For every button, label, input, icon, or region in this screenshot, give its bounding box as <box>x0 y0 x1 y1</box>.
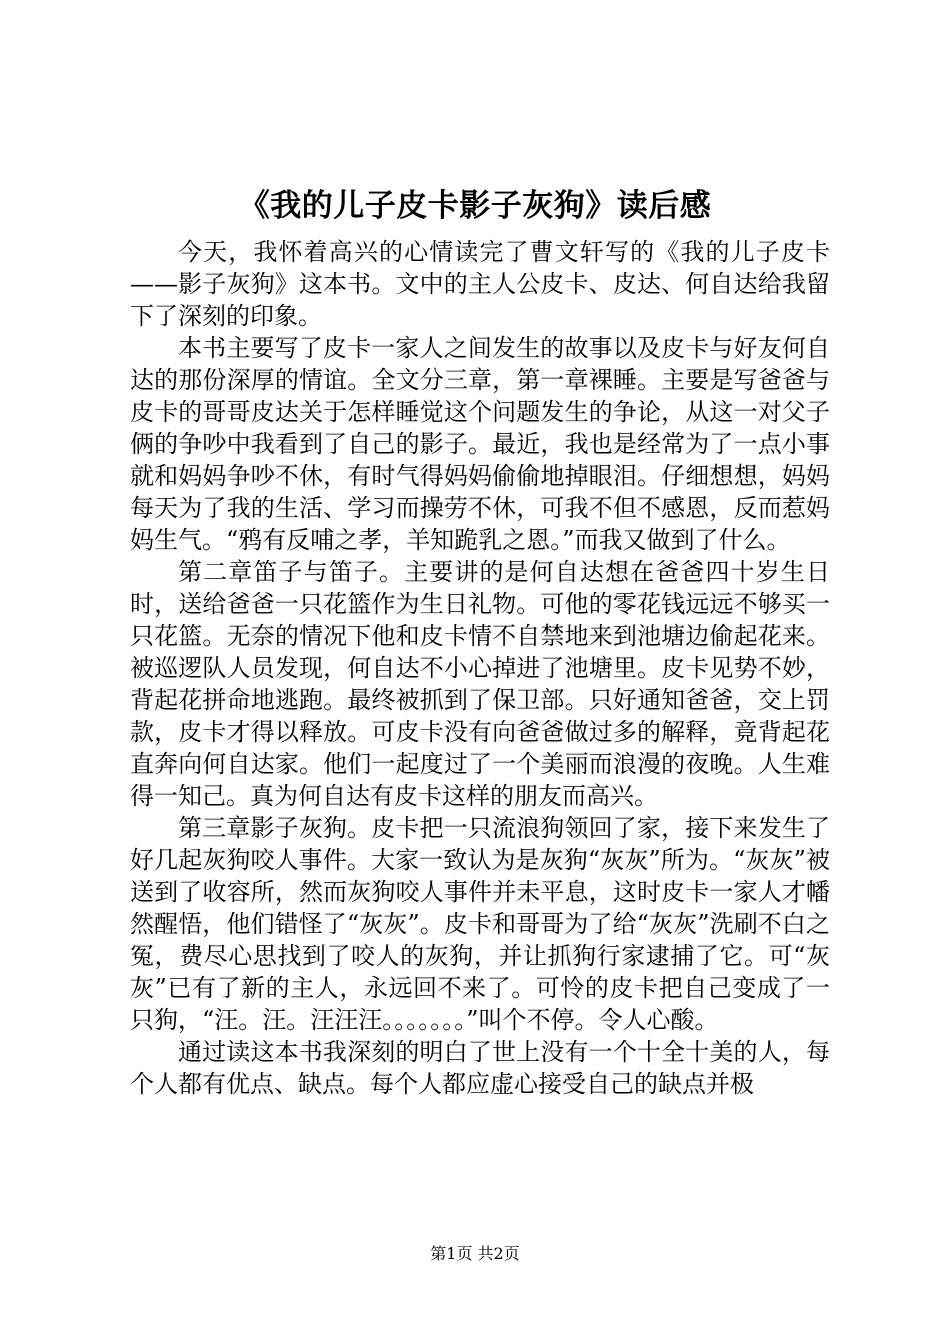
paragraph-chapter-two: 第二章笛子与笛子。主要讲的是何自达想在爸爸四十岁生日时，送给爸爸一只花篮作为生日礼物。可他的零花钱远远不够买一只花篮。无奈的情况下他和皮卡情不自禁地来到池塘边偷起花来。被巡逻队人员发现，何自达不小心掉进了池塘里。皮卡见势不妙，背起花拼命地逃跑。最终被抓到了保卫部。只好通知爸爸，交上罚款，皮卡才得以释放。可皮卡没有向爸爸做过多的解释，竟背起花直奔向何自达家。他们一起度过了一个美丽而浪漫的夜晚。人生难得一知己。真为何自达有皮卡这样的朋友而高兴。 <box>130 558 830 810</box>
paragraph-chapter-one: 本书主要写了皮卡一家人之间发生的故事以及皮卡与好友何自达的那份深厚的情谊。全文分三章，第一章裸睡。主要是写爸爸与皮卡的哥哥皮达关于怎样睡觉这个问题发生的争论，从这一对父子俩的争吵中我看到了自己的影子。最近，我也是经常为了一点小事就和妈妈争吵不休，有时气得妈妈偷偷地掉眼泪。仔细想想，妈妈每天为了我的生活、学习而操劳不休，可我不但不感恩，反而惹妈妈生气。“鸦有反哺之孝，羊知跪乳之恩。”而我又做到了什么。 <box>130 334 830 554</box>
document-body <box>130 236 830 1100</box>
page-footer: 第1页 共2页 <box>430 1244 520 1263</box>
paragraph-conclusion: 通过读这本书我深刻的明白了世上没有一个十全十美的人，每个人都有优点、缺点。每个人都应虚心接受自己的缺点并极 <box>130 1038 830 1098</box>
paragraph-chapter-three: 第三章影子灰狗。皮卡把一只流浪狗领回了家，接下来发生了好几起灰狗咬人事件。大家一致认为是灰狗“灰灰”所为。“灰灰”被送到了收容所，然而灰狗咬人事件并未平息，这时皮卡一家人才幡然醒悟，他们错怪了“灰灰”。皮卡和哥哥为了给“灰灰”洗刷不白之冤，费尽心思找到了咬人的灰狗，并让抓狗行家逮捕了它。可“灰灰”已有了新的主人，永远回不来了。可怜的皮卡把自己变成了一只狗，“汪。汪。汪汪汪。。。。。。。”叫个不停。令人心酸。 <box>130 814 830 1034</box>
paragraph-intro: 今天，我怀着高兴的心情读完了曹文轩写的《我的儿子皮卡——影子灰狗》这本书。文中的主人公皮卡、皮达、何自达给我留下了深刻的印象。 <box>130 238 830 330</box>
document-title: 《我的儿子皮卡影子灰狗》读后感 <box>238 188 712 224</box>
